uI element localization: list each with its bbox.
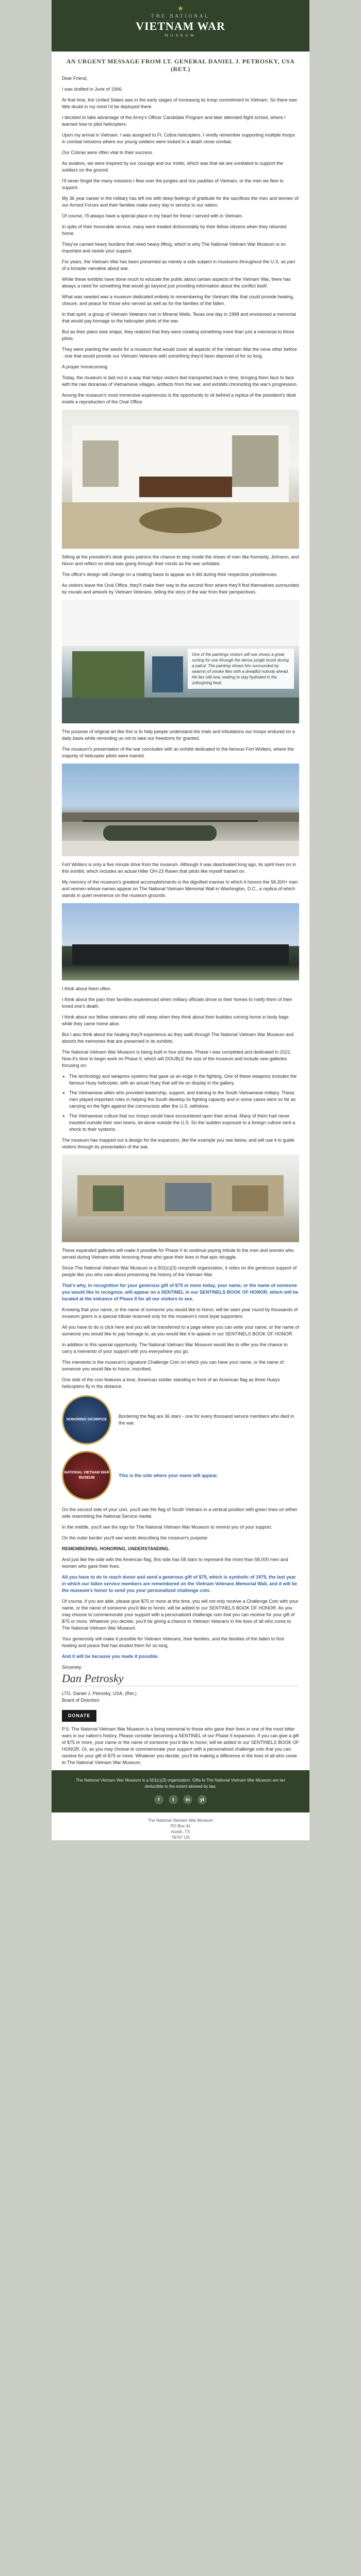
paragraph: The National Vietnam War Museum is being built in four phases. Phase I was completed and dedicated in 2021. Now it's time to begin work on Phase II, which will DOUBLE the size of the museum and include new galleries focusing on: <box>62 1049 292 1068</box>
postscript: P.S. The National Vietnam War Museum is a living memorial to those who gave their lives in one of the most bitter wars in our nation's history. Please consider becoming a SENTINEL of our Phase II expansion. If you can give a gift of $75 or more, your name or the name of someone you'd like to honor, will be added to our SENTINELS BOOK OF HONOR. Or, as you may choose to commemorate your support with a personalized challenge coin that you can receive for your gift of $75 or more. Whatever you decide, you'll be making a difference in the lives of all who come to The National Vietnam War Museum. <box>62 1726 299 1765</box>
paragraph: I think about the pain their families experienced when military officials drove to their homes to notify them of their loved one's death. <box>62 997 292 1009</box>
paragraph: The office's design will change on a rotating basis to appear as it did during their respective presidencies. <box>62 572 278 577</box>
paragraph: One side of the coin features a lone, American soldier standing in front of an American flag as three Hueys helicopters fly in the distance. <box>62 1377 280 1389</box>
paragraph: Today, the museum is laid out in a way that helps visitors feel transported back in time, bringing them face to face with the raw dioramas of Vietnamese villages, artifacts from the war, and exhibits chronicling the war's progression. <box>62 375 298 387</box>
email-header <box>52 0 309 52</box>
paragraph: I think about our fellow veterans who still weep when they think about their buddies coming home in body bags while they came home alive. <box>62 1014 289 1026</box>
phase-two-list <box>69 1073 299 1133</box>
paragraph: Of course, I'll always have a special place in my heart for those I served with in Vietnam. <box>62 213 243 218</box>
paragraph: On the outer border you'll see words describing the museum's purpose: <box>62 1535 209 1540</box>
logo-main: VIETNAM WAR <box>136 20 225 32</box>
coin-back-row <box>62 1451 299 1500</box>
paragraph: But I also think about the healing they'll experience as they walk through The National Vietnam War Museum and absorb the memories that are preserved in its exhibits. <box>62 1032 294 1044</box>
signer-title: Board of Directors <box>62 1698 100 1703</box>
youtube-icon[interactable]: yt <box>198 1795 207 1804</box>
linkedin-icon[interactable]: in <box>183 1795 192 1804</box>
address-line: 78767 US <box>171 1835 190 1840</box>
purpose-statement: REMEMBERING, HONORING, UNDERSTANDING. <box>62 1546 170 1551</box>
paragraph: They've carried heavy burdens that need heavy lifting, which is why The National Vietnam War Museum is so important and needs your support. <box>62 242 286 253</box>
oval-office-photo <box>62 410 299 549</box>
paragraph: Knowing that your name, or the name of someone you would like to honor, will be seen year round by thousands of museum goers is a special tribute reserved only for the museum's most loyal supporters. <box>62 1307 298 1319</box>
paragraph: The museum has mapped out a design for the expansion, like the example you see below, and will use it to guide visitors through its presentation of the war. <box>62 1138 294 1149</box>
paragraph: All you have to do is click here and you will be transferred to a page where you can write your name, or the name of someone you would like to pay homage to, as you would like it to appear in our SENTINELS BOOK OF HONOR. <box>62 1325 299 1336</box>
paragraph: The purpose of original art like this is to help people understand the trials and tribulations our troops endured on a daily basis while reminding us not to take our freedoms for granted. <box>62 729 295 741</box>
paragraph: I decided to take advantage of the Army's Officer Candidate Program and later attended flight school, where I learned how to pilot helicopters. <box>62 115 286 127</box>
paragraph: My 36 year career in the military has left me with deep feelings of gratitude for the sacrifices the men and women of our Armed Forces and their families make every day in service to our nation. <box>62 196 299 208</box>
paragraph: Your generosity will make it possible for Vietnam Veterans, their families, and the families of the fallen to find healing and peace that has eluded them for so long. <box>62 1636 284 1648</box>
paragraph: Fort Wolters is only a five minute drive from the museum. Although it was deactivated long ago, its spirit lives on in this exhibit, which includes an actual Hiller OH-23 Raven that pilots like myself trained on. <box>62 862 297 874</box>
list-item: • The Vietnamese culture that our troops would have encountered upon their arrival. Many of them had never traveled outside their own towns, let alone outside the U.S. So the sudden exposure to a foreign culture sent a shock to their systems. <box>69 1113 299 1133</box>
paragraph: But as their plans took shape, they realized that they were creating something more than just a memorial to those pilots. <box>62 329 294 341</box>
coin-front-row <box>62 1395 299 1445</box>
paragraph: While these exhibits have done much to educate the public about certain aspects of the Vietnam War, there has always a need for something that would go beyond just providing information about the conflict itself. <box>62 277 291 289</box>
paragraph: Sitting at the president's desk gives patrons the chance to step inside the shoes of men like Kennedy, Johnson, and Nixon and reflect on what was going through their minds as the war unfolded. <box>62 554 299 566</box>
paragraph: My memory of the museum's greatest accomplishments is the dignified manner in which it honors the 58,300+ men and women whose names appear on The National Vietnam Memorial Wall in Washington, D.C., a replica of which stands in quiet reverence on the museum grounds. <box>62 879 298 898</box>
donate-button[interactable]: DONATE <box>62 1710 96 1722</box>
paragraph: As visitors leave the Oval Office, they'll make their way to the second floor where they'll find themselves surrounded by murals and artwork by Vietnam Veterans, telling the story of the war from their perspectives. <box>62 583 299 595</box>
address-line: PO Box 41 <box>170 1824 191 1828</box>
donate-highlight[interactable]: All you have to do to reach donor and send a generous gift of $75, which is symbolic of 1975, the last year in which our fallen service members are remembered on the Vietnam Veterans Memorial Wall, and it will be the museum's honor to send you your personalized challenge coin. <box>62 1574 298 1593</box>
footer <box>52 1770 309 1812</box>
letter-content <box>52 75 309 1766</box>
org-name: The National Vietnam War Museum <box>147 1818 214 1823</box>
expansion-rendering <box>62 1155 299 1242</box>
paragraph: They were planting the seeds for a museum that would cover all aspects of the Vietnam War the none other before - one that would provide our Vietnam Veterans with something they'd been deprived of for so long. <box>62 347 297 359</box>
sincerely: Sincerely, <box>62 1665 82 1670</box>
paragraph: I'll never forget the many missions I flew over the jungles and rice paddies of Vietnam, or the men we flew to support. <box>62 178 284 190</box>
footer-text: The National Vietnam War Museum is a 501(c)(3) organization. Gifts to The National Vietnam War Museum are tax deductible to the extent allowed by law. <box>75 1778 286 1789</box>
paragraph: I think about them often. <box>62 986 112 991</box>
closing-link[interactable]: And it will be because you made it possible. <box>62 1654 159 1659</box>
challenge-coin-back: NATIONAL VIETNAM WAR MUSEUM <box>62 1451 111 1500</box>
paragraph: In spite of their honorable service, many were treated dishonorably by their fellow citizens when they returned home. <box>62 224 287 236</box>
paragraph: In the middle, you'll see the logo for The National Vietnam War Museum to remind you of your support. <box>62 1524 272 1530</box>
paragraph: The museum's presentation of the war concludes with an exhibit dedicated to the famous Fort Wolters, where the majority of helicopter pilots were trained. <box>62 747 294 758</box>
paragraph: On the second side of your coin, you'll see the flag of South Vietnam in a vertical position with green lines on either side resembling the National Service medal. <box>62 1507 298 1519</box>
facebook-icon[interactable]: f <box>154 1795 163 1804</box>
paragraph: This memento is the museum's signature Challenge Coin on which you can have your name, or the name of someone you would like to honor, inscribed. <box>62 1360 284 1371</box>
greeting: Dear Friend, <box>62 76 88 81</box>
challenge-coin-front: HONORING SACRIFICE <box>62 1395 111 1445</box>
paragraph: A proper homecoming. <box>62 364 109 369</box>
twitter-icon[interactable]: t <box>169 1795 178 1804</box>
paragraph: Among the museum's most immersive experiences is the opportunity to sit behind a replica of the president's desk inside a reproduction of the Oval Office. <box>62 393 297 404</box>
paragraph: Our Cobras were often vital to their success. <box>62 150 154 155</box>
coin-link[interactable]: This is the side where your name will appear. <box>119 1472 218 1478</box>
photo-caption: One of the paintings visitors will see shows a great sorting for one through the dense jungle brush during a patrol. The painting shows him surrounded by swarms of smoke flies with a dreadful nobody ahead. He lies still now, waiting to stay hydrated in the unforgiving heat. <box>188 649 294 689</box>
paragraph: These expanded galleries will make it possible for Phase II to continue paying tribute to the men and women who served during Vietnam while honoring those who gave their lives in that epic struggle. <box>62 1248 294 1260</box>
paragraph: In addition to this special opportunity, The National Vietnam War Museum would like to offer you the chance to carry a memento of your support with you everywhere you go. <box>62 1342 288 1354</box>
coin-description: Bordering the flag are 36 stars - one for every thousand service members who died in the war. <box>119 1414 294 1426</box>
signer-name: LTG. Daniel J. Petrosky, USA, (Ret.) <box>62 1691 137 1696</box>
helicopter-photo <box>62 764 299 856</box>
logo-the: THE NATIONAL <box>151 13 210 19</box>
logo-sub: MUSEUM <box>165 34 196 38</box>
paragraph: Of course, if you are able, please give $75 or more at this time, you will not only receive a Challenge Coin with your name, or the name of someone you'd like to honor, will be added to our SENTINELS BOOK OF HONOR. As you may choose to commemorate your support with a personalized challenge coin that you can receive for your gift of $75 or more. Whatever you decide, you'll be giving a chance to Vietnam Veterans in the lives of all who come to The National Vietnam War Museum. <box>62 1599 299 1631</box>
sentinel-highlight[interactable]: That's why, in recognition for your generous gift of $75 or more today, your name, or the name of someone you would like to recognize, will appear on a SENTINEL in our SENTINELS BOOK OF HONOR, which will be located at the entrance of Phase II for all our visitors to see. <box>62 1283 299 1301</box>
list-item: • The Vietnamese allies who provided leadership, support, and training to the South Vietnamese military. These men played important roles in helping the South develop its fighting capacity and in some cases went so far as carrying on the fight against the communists after the U.S. withdrew. <box>69 1090 299 1110</box>
paragraph: For years, the Vietnam War has been presented as merely a side subject in museums throughout the U.S. as part of a broader narrative about war. <box>62 259 296 271</box>
paragraph: At that time, the United States was in the early stages of increasing its troop commitment to Vietnam. So there was little doubt in my mind I'd be deployed there. <box>62 97 298 109</box>
paragraph: And just like the side with the American flag, this side has 58 stars to represent the more than 58,000 men and women who gave their lives. <box>62 1557 288 1569</box>
address-block <box>52 1812 309 1840</box>
paragraph: Upon my arrival in Vietnam, I was assigned to Ft. Cobra helicopters. I vividly remember supporting multiple troops in combat missions where our young soldiers were locked in a death close combat. <box>62 132 296 144</box>
star-icon: ★ <box>177 4 184 12</box>
paragraph: As aviators, we were inspired by our courage and our motto, which was that we are unrelated to support the soldiers on the ground. <box>62 161 283 173</box>
gallery-photo <box>62 600 299 723</box>
paragraph: I was drafted in June of 1966. <box>62 87 123 92</box>
paragraph: In that spirit, a group of Vietnam Veterans met in Mineral Wells, Texas one day in 1998 and envisioned a memorial that would pay homage to the helicopter pilots of the war. <box>62 312 296 324</box>
paragraph: What was needed was a museum dedicated entirely to remembering the Vietnam War that could provide healing, closure, and peace for those who served as well as for the families of the fallen. <box>62 294 294 306</box>
paragraph: Since The National Vietnam War Museum is a 501(c)(3) nonprofit organization, it relies on the generous support of people like you who care about preserving the history of the Vietnam War. <box>62 1265 297 1277</box>
list-item: • The technology and weapons systems that gave us an edge in the fighting. One of these weapons includes the famous Huey helicopter, with an actual Huey that will be on display in the gallery. <box>69 1073 299 1087</box>
signature: Dan Petrosky <box>62 1672 124 1685</box>
address-line: Austin, TX <box>171 1829 190 1834</box>
email-body <box>52 0 309 1840</box>
page-title: AN URGENT MESSAGE FROM LT. GENERAL DANIEL J. PETROSKY, USA (RET.) <box>66 58 295 73</box>
memorial-wall-photo <box>62 903 299 980</box>
social-links <box>67 1795 294 1804</box>
